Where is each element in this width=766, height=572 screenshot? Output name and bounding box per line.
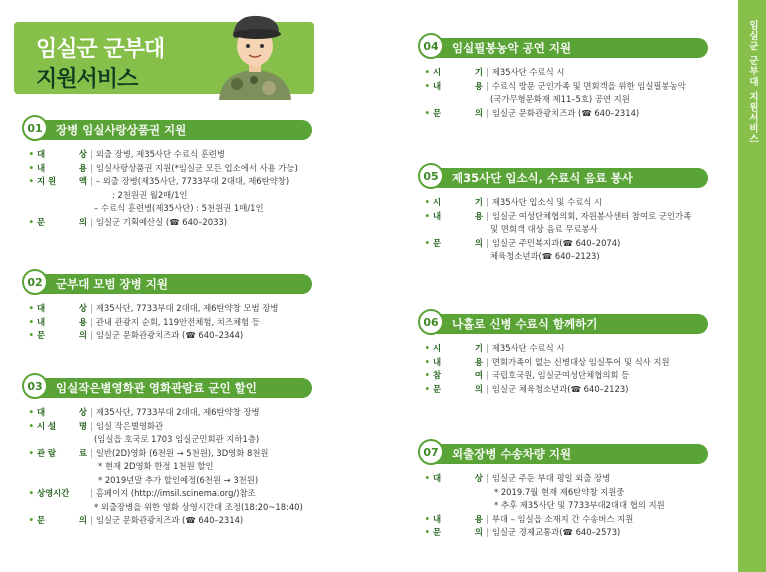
section-07 xyxy=(418,444,708,540)
section-05 xyxy=(418,168,708,264)
list-item: • 문 의 | 임실군 문화관광치즈과 (☎ 640–2314) xyxy=(424,107,640,118)
list-item: • 시 기 | 제35사단 입소식 및 수료식 시 xyxy=(424,197,603,207)
list-item: • 문 의 | 임실군 문화관광치즈과 (☎ 640–2314) xyxy=(28,515,244,525)
list-item: • 내 용 | 수료식 방문 군인가족 및 면회객을 위한 임실필봉농악 xyxy=(424,80,686,91)
section-02-header xyxy=(27,274,312,294)
section-01-title: 장병 임실사랑상품권 지원 xyxy=(56,123,187,137)
list-item: • 내 용 | 부대 – 임실읍 소재지 간 수송버스 지원 xyxy=(424,513,634,524)
hero-title-line2: 지원서비스 xyxy=(36,67,138,92)
section-03 xyxy=(22,378,312,528)
list-item: • 문 의 | 임실군 주민복지과(☎ 640–2074) xyxy=(424,237,621,248)
list-item: • 시 기 | 제35사단 수료식 시 xyxy=(424,67,565,77)
section-04 xyxy=(418,38,708,120)
list-item: • 문 의 | 임실군 기획예산실 (☎ 640–2033) xyxy=(28,216,227,227)
section-02 xyxy=(22,274,312,343)
list-item: • 대 상 | 임실군 주둔 부대 평일 외출 장병 xyxy=(424,473,611,483)
section-06-number: 06 xyxy=(418,309,444,335)
list-item: • 내 용 | 임실군 여성단체협의회, 자원봉사센터 참여로 군인가족 xyxy=(424,210,692,221)
list-item: • 문 의 | 임실군 체육청소년과(☎ 640–2123) xyxy=(424,383,629,394)
list-item: • 지 원 액 | – 외출 장병(제35사단, 7733부대 2대대, 제6탄약창) xyxy=(28,176,290,186)
section-05-header xyxy=(423,168,708,188)
section-03-header xyxy=(27,378,312,398)
list-item-continuation: * 추후 제35사단 및 7733부대2대대 협의 지원 xyxy=(494,500,665,510)
list-item: • 시 설 명 | 임실 작은별영화관 xyxy=(28,420,164,431)
hero-title-line1: 임실군 군부대 xyxy=(36,37,165,62)
list-item-continuation: * 외출장병을 위한 영화 상영시간대 조정(18:20~18:40) xyxy=(94,501,303,512)
list-item: • 내 용 | 관내 관광지 순회, 119안전체험, 치즈체험 등 xyxy=(28,316,260,327)
list-item: • 내 용 | 임실사랑상품권 지원(*임실군 모든 업소에서 사용 가능) xyxy=(28,162,298,173)
soldier-illustration-icon xyxy=(199,8,311,100)
list-item: • 문 의 | 임실군 문화관광치즈과 (☎ 640–2344) xyxy=(28,330,244,340)
section-03-number: 03 xyxy=(22,373,48,399)
section-04-number: 04 xyxy=(418,33,444,59)
section-04-title: 임실필봉농악 공연 지원 xyxy=(452,41,572,55)
section-01-header xyxy=(27,120,312,140)
section-01-number: 01 xyxy=(22,115,48,141)
list-item: • 시 기 | 제35사단 수료식 시 xyxy=(424,343,565,353)
list-item-continuation: 및 면회객 대상 음료 무료봉사 xyxy=(490,224,598,234)
side-tab-label: 임실군 군부대 지원서비스 xyxy=(747,20,758,145)
section-03-title: 임실작은별영화관 영화관람료 군인 할인 xyxy=(56,381,257,395)
section-04-header xyxy=(423,38,708,58)
list-item: • 문 의 | 임실군 경제교통과(☎ 640–2573) xyxy=(424,527,621,537)
list-item-continuation: * 2019년말 추가 할인예정(6천원 → 3천원) xyxy=(98,474,259,485)
list-item-continuation: 체육청소년과(☎ 640–2123) xyxy=(490,251,600,261)
list-item: • 상영시간 | 홈페이지 (http://imsil.scinema.org/)참조 xyxy=(28,488,256,498)
section-02-title: 군부대 모범 장병 지원 xyxy=(56,277,168,291)
list-item-continuation: (국가무형문화재 제11–5호) 공연 지원 xyxy=(490,94,630,104)
list-item: • 참 여 | 국립호국원, 임실군여성단체협의회 등 xyxy=(424,370,630,380)
section-07-title: 외출장병 수송차량 지원 xyxy=(452,447,572,461)
section-05-title: 제35사단 입소식, 수료식 음료 봉사 xyxy=(452,171,633,185)
section-07-number: 07 xyxy=(418,439,444,465)
list-item: • 대 상 | 제35사단, 7733부대 2대대, 제6탄약창 장병 xyxy=(28,407,260,417)
section-01 xyxy=(22,120,312,229)
section-02-number: 02 xyxy=(22,269,48,295)
list-item-continuation: * 2019.7월 현재 제6탄약창 지원중 xyxy=(494,486,625,497)
section-05-number: 05 xyxy=(418,163,444,189)
hero-banner xyxy=(14,22,314,100)
list-item-continuation: – 수료식 훈련병(제35사단) : 5천원권 1매/1인 xyxy=(94,203,264,213)
list-item-continuation: * 현재 2D영화 한정 1천원 할인 xyxy=(98,461,214,471)
list-item-continuation: (임실읍 호국로 1703 임실군민회관 지하1층) xyxy=(94,434,260,444)
section-07-header xyxy=(423,444,708,464)
list-item: • 대 상 | 외출 장병, 제35사단 수료식 훈련병 xyxy=(28,149,225,159)
list-item-continuation: : 2천원권 월2매/1인 xyxy=(112,189,188,200)
section-06-header xyxy=(423,314,708,334)
section-06-title: 나홀로 신병 수료식 함께하기 xyxy=(452,317,598,331)
side-tab xyxy=(738,0,766,572)
section-06 xyxy=(418,314,708,396)
list-item: • 관 람 료 | 일반(2D)영화 (6천원 → 5천원), 3D영화 8천원 xyxy=(28,447,269,458)
list-item: • 내 용 | 면회가족이 없는 신병대상 임실투어 및 식사 지원 xyxy=(424,356,670,367)
list-item: • 대 상 | 제35사단, 7733부대 2대대, 제6탄약창 모범 장병 xyxy=(28,303,279,313)
